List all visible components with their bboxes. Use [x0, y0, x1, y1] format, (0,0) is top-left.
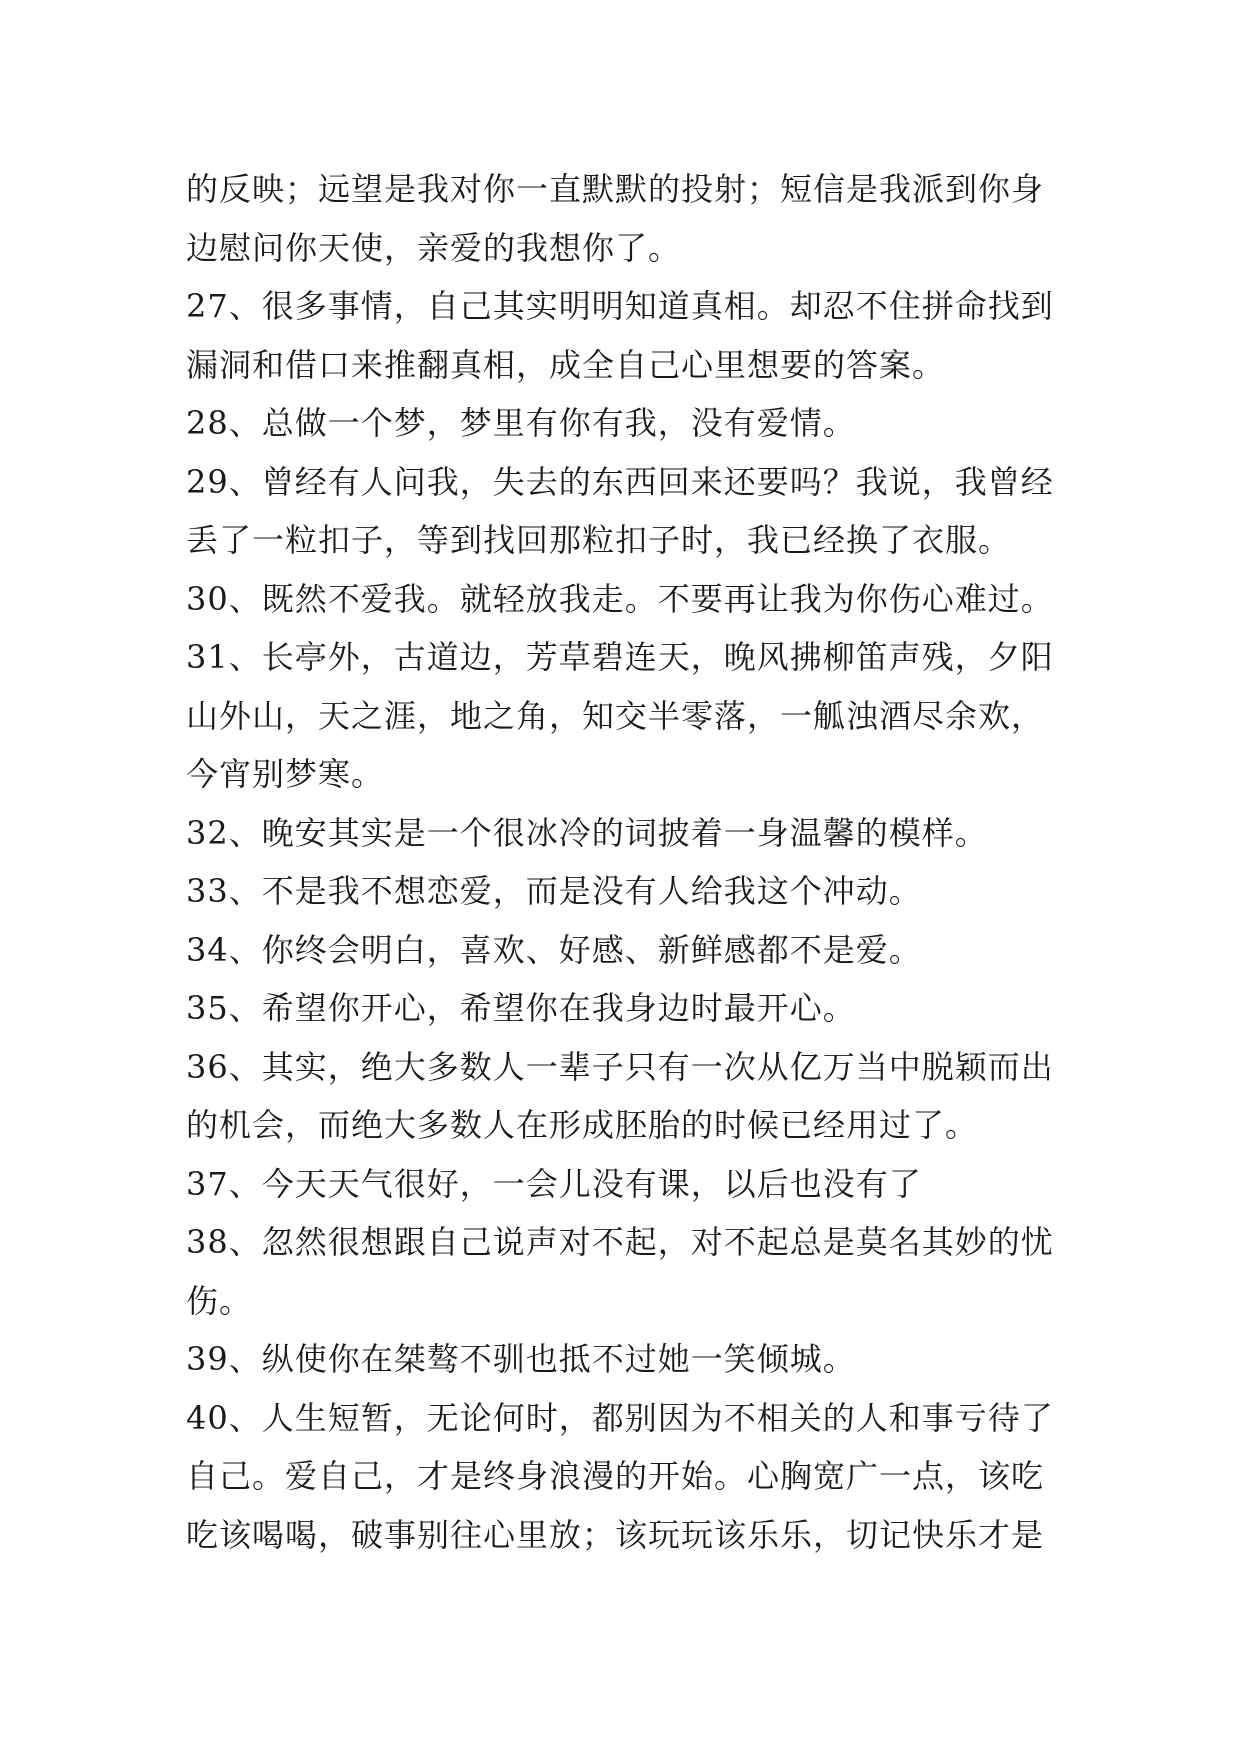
document-body	[186, 160, 1086, 1564]
text-line: 34、你终会明白，喜欢、好感、新鲜感都不是爱。	[186, 930, 922, 969]
text-line: 33、不是我不想恋爱，而是没有人给我这个冲动。	[186, 872, 922, 910]
text-line: 30、既然不爱我。就轻放我走。不要再让我为你伤心难过。	[186, 579, 1054, 618]
text-line: 吃该喝喝，破事别往心里放；该玩玩该乐乐，切记快乐才是	[186, 1515, 1045, 1554]
text-line: 伤。	[186, 1281, 253, 1320]
text-line: 今宵别梦寒。	[186, 755, 385, 793]
text-line: 27、很多事情，自己其实明明知道真相。却忍不住拼命找到	[186, 287, 1054, 325]
text-line: 39、纵使你在桀骜不驯也抵不过她一笑倾城。	[186, 1340, 856, 1378]
text-line: 37、今天天气很好，一会儿没有课，以后也没有了	[186, 1164, 922, 1203]
text-line: 28、总做一个梦，梦里有你有我，没有爱情。	[186, 404, 856, 442]
text-line: 38、忽然很想跟自己说声对不起，对不起总是莫名其妙的忧	[186, 1223, 1054, 1261]
text-line: 漏洞和借口来推翻真相，成全自己心里想要的答案。	[186, 345, 946, 384]
text-line: 35、希望你开心，希望你在我身边时最开心。	[186, 989, 856, 1027]
text-line: 32、晚安其实是一个很冰冷的词披着一身温馨的模样。	[186, 813, 988, 852]
text-line: 丢了一粒扣子，等到找回那粒扣子时，我已经换了衣服。	[186, 521, 1012, 559]
text-line: 29、曾经有人问我，失去的东西回来还要吗？我说，我曾经	[186, 462, 1054, 501]
text-line: 的机会，而绝大多数人在形成胚胎的时候已经用过了。	[186, 1106, 979, 1144]
text-line: 的反映；远望是我对你一直默默的投射；短信是我派到你身	[186, 170, 1045, 208]
text-line: 自己。爱自己，才是终身浪漫的开始。心胸宽广一点，该吃	[186, 1457, 1045, 1495]
text-line: 山外山，天之涯，地之角，知交半零落，一觚浊酒尽余欢，	[186, 696, 1045, 735]
text-line: 40、人生短暂，无论何时，都别因为不相关的人和事亏待了	[186, 1398, 1054, 1437]
text-line: 31、长亭外，古道边，芳草碧连天，晚风拂柳笛声残，夕阳	[186, 638, 1054, 676]
text-line: 边慰问你天使，亲爱的我想你了。	[186, 228, 682, 267]
text-line: 36、其实，绝大多数人一辈子只有一次从亿万当中脱颖而出	[186, 1047, 1054, 1086]
